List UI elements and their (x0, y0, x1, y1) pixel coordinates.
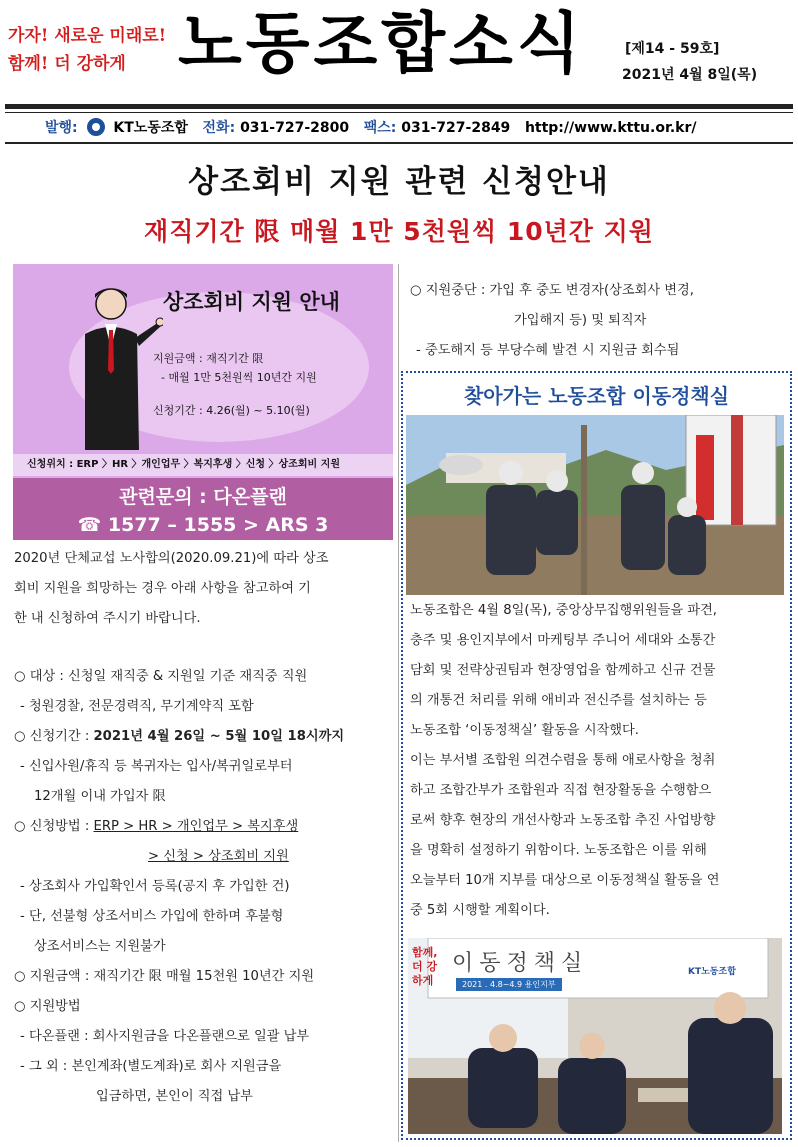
kt-logo-icon (87, 118, 105, 136)
field-work-photo-illustration (406, 415, 784, 595)
mobile-office-title: 찾아가는 노동조합 이동정책실 (463, 384, 730, 408)
mobile-paragraph-5: 노동조합 ‘이동정책실’ 활동을 시작했다. (410, 723, 639, 738)
mobile-paragraph-3: 담회 및 전략상권팀과 현장영업을 함께하고 신규 건물 (410, 663, 716, 678)
mobile-paragraph-8: 로써 향후 현장의 개선사항과 노동조합 추진 사업방향 (410, 813, 716, 828)
mobile-paragraph-2: 충주 및 용인지부에서 마케팅부 주니어 세대와 소통간 (410, 633, 716, 648)
meeting-photo (408, 938, 782, 1134)
newsletter-title: 노동조합소식 (178, 5, 585, 82)
publisher-name: KT노동조합 (113, 120, 188, 136)
divider-thin (5, 112, 793, 113)
suspension-item: ○ 지원중단 : 가입 후 중도 변경자(상조회사 변경, (410, 283, 694, 298)
issue-date: 2021년 4월 8일(목) (622, 67, 758, 83)
presenter-figure-icon (73, 274, 163, 454)
period-label: ○ 신청기간 : (14, 729, 94, 744)
inquiry-banner (13, 478, 393, 540)
amount-item: ○ 지원금액 : 재직기간 限 매월 15천원 10년간 지원 (14, 969, 315, 984)
payment-item: ○ 지원방법 (14, 999, 81, 1014)
method-detail-3: 상조서비스는 지원불가 (34, 939, 166, 954)
mobile-paragraph-9: 을 명확히 설정하기 위함이다. 노동조합은 이를 위해 (410, 843, 707, 858)
contact-bar (45, 117, 697, 137)
phone-label: 전화: (202, 120, 236, 136)
fax-number: 031-727-2849 (401, 120, 511, 136)
inquiry-phone: ☎ 1577 – 1555 > ARS 3 (77, 514, 329, 536)
website-link[interactable]: http://www.kttu.or.kr/ (524, 120, 697, 136)
column-divider (398, 264, 399, 1142)
method-label: ○ 신청방법 : (14, 819, 94, 834)
banner-date: 2021 . 4.8~4.9 용인지부 (456, 978, 562, 991)
mobile-paragraph-4: 의 개통건 처리를 위해 애비과 전신주를 설치하는 등 (410, 693, 707, 708)
divider-thick (5, 104, 793, 109)
target-detail: - 청원경찰, 전문경력직, 무기계약직 포함 (20, 699, 254, 714)
banner-logo: KT노동조합 (688, 967, 736, 977)
period-item (14, 722, 344, 752)
promo-graphic (13, 264, 393, 478)
intro-line-1: 2020년 단체교섭 노사합의(2020.09.21)에 따라 상조 (14, 551, 329, 566)
article-subheadline: 재직기간 限 매월 1만 5천원씩 10년간 지원 (144, 217, 654, 246)
period-detail-1: - 신입사원/휴직 등 복귀자는 입사/복귀일로부터 (20, 759, 293, 774)
intro-line-2: 회비 지원을 희망하는 경우 아래 사항을 참고하여 기 (14, 581, 311, 596)
method-detail-1: - 상조회사 가입확인서 등록(공지 후 가입한 건) (20, 879, 290, 894)
target-item: ○ 대상 : 신청일 재직중 & 지원일 기준 재직중 직원 (14, 669, 308, 684)
publisher-label: 발행: (45, 120, 78, 136)
period-value: 2021년 4월 26일 ~ 5월 10일 18시까지 (93, 729, 345, 744)
promo-amount-label: 지원금액 : 재직기간 限 (153, 352, 264, 365)
method-item (14, 812, 298, 842)
method-detail-2: - 단, 선불형 상조서비스 가입에 한하며 후불형 (20, 909, 284, 924)
mobile-paragraph-7: 하고 조합간부가 조합원과 직접 현장활동을 수행함으 (410, 783, 712, 798)
method-path-1: ERP > HR > 개인업무 > 복지후생 (93, 819, 299, 834)
promo-path: 신청위치 : ERP 〉HR 〉개인업무 〉복지후생 〉신청 〉상조회비 지원 (13, 454, 393, 476)
payment-detail-2: - 그 외 : 본인계좌(별도계좌)로 회사 지원금을 (20, 1059, 282, 1074)
period-detail-2: 12개월 이내 가입자 限 (34, 789, 166, 804)
payment-detail-1: - 다온플랜 : 회사지원금을 다온플랜으로 일괄 납부 (20, 1029, 310, 1044)
inquiry-title: 관련문의 : 다온플랜 (119, 486, 287, 508)
promo-period: 신청기간 : 4.26(월) ~ 5.10(월) (153, 404, 310, 417)
promo-title: 상조회비 지원 안내 (163, 290, 340, 314)
promo-amount-detail: - 매월 1만 5천원씩 10년간 지원 (161, 371, 317, 384)
intro-line-3: 한 내 신청하여 주시기 바랍니다. (14, 611, 201, 626)
field-work-photo (406, 415, 784, 595)
issue-number: [제14 - 59호] (625, 41, 720, 57)
suspension-detail: 가입해지 등) 및 퇴직자 (514, 313, 647, 328)
fax-label: 팩스: (363, 120, 397, 136)
banner-text: 이동정책실 (452, 951, 589, 976)
slogan (8, 22, 168, 78)
slogan-line2: 함께! 더 강하게 (8, 54, 126, 74)
mobile-paragraph-10: 오늘부터 10개 지부를 대상으로 이동정책실 활동을 연 (410, 873, 720, 888)
mobile-paragraph-6: 이는 부서별 조합원 의견수렴을 통해 애로사항을 청취 (410, 753, 716, 768)
method-path-2: > 신청 > 상조회비 지원 (148, 849, 289, 864)
mobile-paragraph-1: 노동조합은 4월 8일(목), 중앙상무집행위원들을 파견, (410, 603, 718, 618)
slogan-line1: 가자! 새로운 미래로! (8, 26, 167, 46)
banner-slogan: 함께, 더 강하게 (412, 946, 438, 987)
mobile-paragraph-11: 중 5회 시행할 계획이다. (410, 903, 550, 918)
phone-number: 031-727-2800 (240, 120, 350, 136)
divider-bottom (5, 142, 793, 144)
payment-detail-3: 입금하면, 본인이 직접 납부 (96, 1089, 253, 1104)
suspension-note: - 중도해지 등 부당수혜 발견 시 지원금 회수됨 (416, 343, 680, 358)
article-headline: 상조회비 지원 관련 신청안내 (188, 164, 610, 200)
